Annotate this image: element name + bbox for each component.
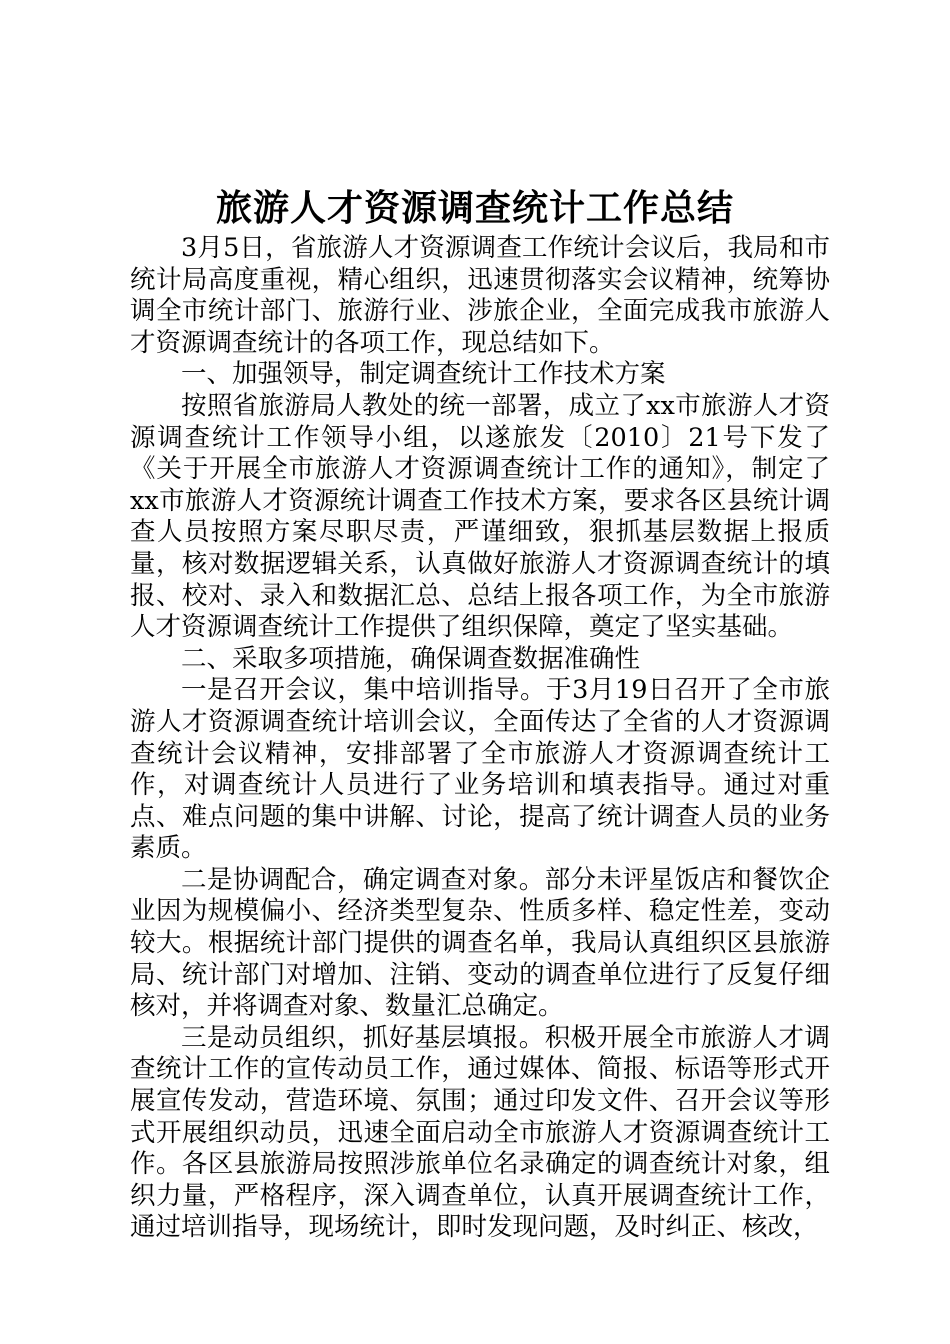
section-heading-2: 二、采取多项措施，确保调查数据准确性 xyxy=(181,643,641,674)
document-title: 旅游人才资源调查统计工作总结 xyxy=(215,187,734,229)
measure-2-paragraph: 二是协调配合，确定调查对象。部分未评星饭店和餐饮企业因为规模偏小、经济类型复杂、性质多样、稳定性差，变动较大。根据统计部门提供的调查名单，我局认真组织区县旅游局、统计部门对增加、注销、变动的调查单位进行了反复仔细核对，并将调查对象、数量汇总确定。 xyxy=(130,864,830,1022)
section-heading-1: 一、加强领导，制定调查统计工作技术方案 xyxy=(181,359,666,390)
document-body xyxy=(130,233,830,1244)
intro-paragraph: 3月5日，省旅游人才资源调查工作统计会议后，我局和市统计局高度重视，精心组织，迅速贯彻落实会议精神，统筹协调全市统计部门、旅游行业、涉旅企业，全面完成我市旅游人才资源调查统计的各项工作，现总结如下。 xyxy=(130,233,830,358)
measure-1-paragraph: 一是召开会议，集中培训指导。于3月19日召开了全市旅游人才资源调查统计培训会议，全面传达了全省的人才资源调查统计会议精神，安排部署了全市旅游人才资源调查统计工作，对调查统计人员进行了业务培训和填表指导。通过对重点、难点问题的集中讲解、讨论，提高了统计调查人员的业务素质。 xyxy=(130,675,830,864)
section-1-paragraph: 按照省旅游局人教处的统一部署，成立了xx市旅游人才资源调查统计工作领导小组，以遂旅发〔2010〕21号下发了《关于开展全市旅游人才资源调查统计工作的通知》，制定了xx市旅游人才资源统计调查工作技术方案，要求各区县统计调查人员按照方案尽职尽责，严谨细致，狠抓基层数据上报质量，核对数据逻辑关系，认真做好旅游人才资源调查统计的填报、校对、录入和数据汇总、总结上报各项工作，为全市旅游人才资源调查统计工作提供了组织保障，奠定了坚实基础。 xyxy=(130,390,830,643)
measure-3-paragraph: 三是动员组织，抓好基层填报。积极开展全市旅游人才调查统计工作的宣传动员工作，通过媒体、简报、标语等形式开展宣传发动，营造环境、氛围；通过印发文件、召开会议等形式开展组织动员，迅速全面启动全市旅游人才资源调查统计工作。各区县旅游局按照涉旅单位名录确定的调查统计对象，组织力量，严格程序，深入调查单位，认真开展调查统计工作，通过培训指导，现场统计，即时发现问题，及时纠正、核改， xyxy=(130,1022,830,1243)
